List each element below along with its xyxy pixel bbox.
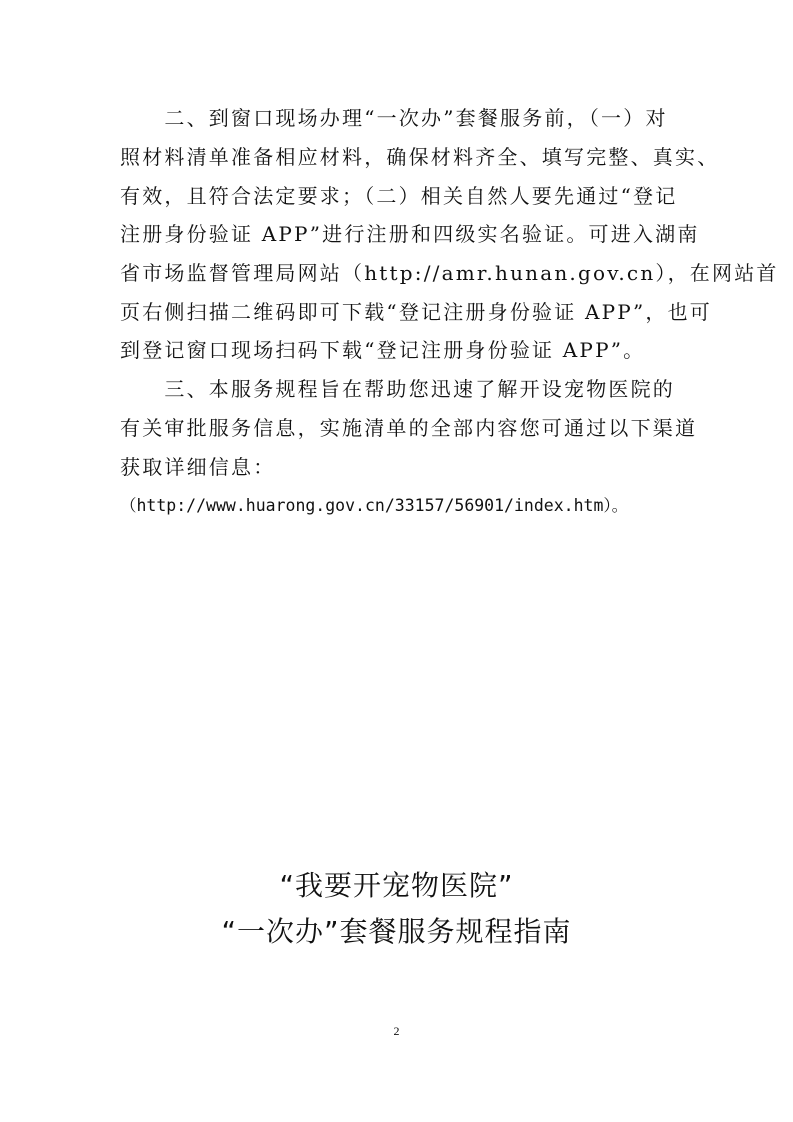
paragraph-2-line-3: 有效，且符合法定要求；（二）相关自然人要先通过“登记 [120, 184, 678, 208]
url-line: （http://www.huarong.gov.cn/33157/56901/index.htm）。 [120, 496, 629, 515]
paragraph-2-line-4: 注册身份验证 APP”进行注册和四级实名验证。可进入湖南 [120, 222, 700, 246]
page-number: 2 [393, 1024, 400, 1038]
guide-title-line-1: “我要开宠物医院” [279, 869, 514, 902]
paragraph-2-line-5: 省市场监督管理局网站（http://amr.hunan.gov.cn），在网站首 [120, 261, 779, 285]
paragraph-3-line-3: 获取详细信息： [120, 455, 276, 479]
guide-title-line-2: “一次办”套餐服务规程指南 [221, 915, 572, 948]
paragraph-3-line-1: 三、本服务规程旨在帮助您迅速了解开设宠物医院的 [120, 377, 675, 401]
paragraph-2-line-6: 页右侧扫描二维码即可下载“登记注册身份验证 APP”，也可 [120, 300, 712, 324]
paragraph-2-line-2: 照材料清单准备相应材料，确保材料齐全、填写完整、真实、 [120, 145, 720, 169]
paragraph-2-line-7: 到登记窗口现场扫码下载“登记注册身份验证 APP”。 [120, 338, 646, 362]
paragraph-3-line-2: 有关审批服务信息，实施清单的全部内容您可通过以下渠道 [120, 416, 698, 440]
paragraph-2-line-1: 二、到窗口现场办理“一次办”套餐服务前，（一）对 [120, 106, 668, 130]
